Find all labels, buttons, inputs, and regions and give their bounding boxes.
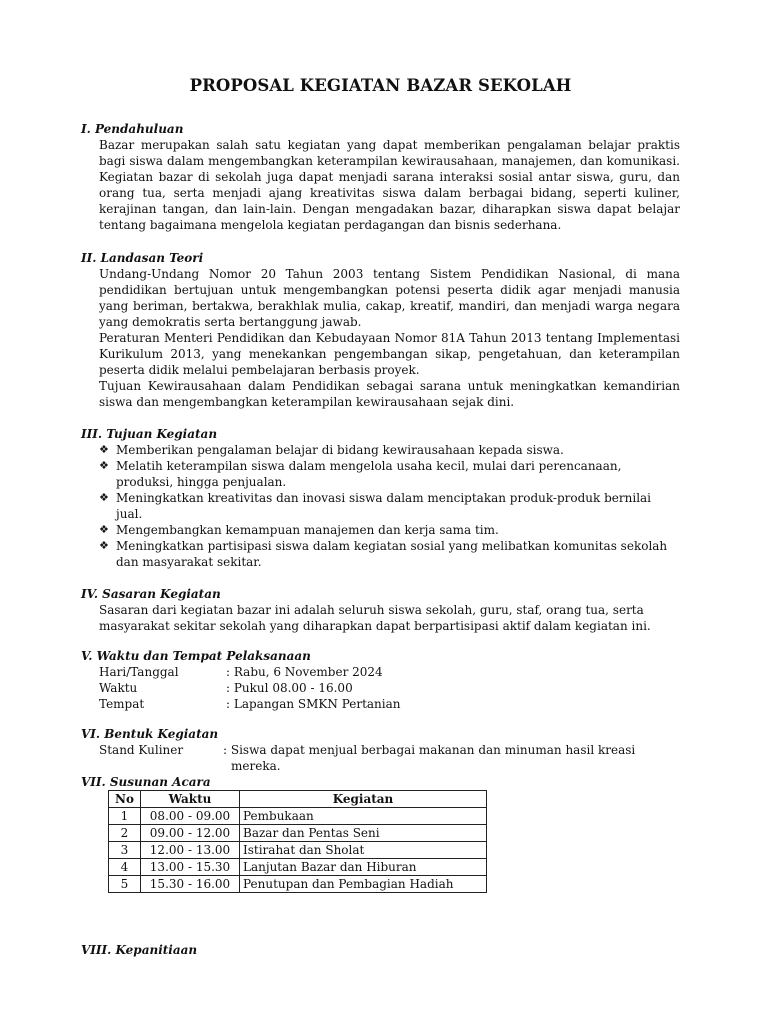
bullet-list [99, 442, 680, 570]
table-row [109, 808, 487, 825]
table-cell: 3 [109, 842, 141, 859]
table-cell: 2 [109, 825, 141, 842]
table-row [109, 825, 487, 842]
list-item-text: Mengembangkan kemampuan manajemen dan kerja sama tim. [116, 523, 499, 537]
table-row [109, 859, 487, 876]
table-cell: Bazar dan Pentas Seni [240, 825, 487, 842]
table-cell: 08.00 - 09.00 [141, 808, 240, 825]
section-bentuk-kegiatan [81, 726, 680, 774]
section-body: Sasaran dari kegiatan bazar ini adalah seluruh siswa sekolah, guru, staf, orang tua, serta masyarakat sekitar sekolah yang diharapkan dapat berpartisipasi aktif dalam kegiatan ini. [99, 603, 651, 633]
schedule-row [99, 696, 680, 712]
schedule-label: Waktu [99, 681, 138, 695]
paragraph: Undang-Undang Nomor 20 Tahun 2003 tentang Sistem Pendidikan Nasional, di mana pendidikan bertujuan untuk mengembangkan potensi peserta didik agar menjadi manusia yang beriman, bertakwa, berakhlak mulia, cakap, kreatif, mandiri, dan menjadi warga negara yang demokratis serta bertanggung jawab. [99, 267, 680, 329]
diamond-bullet-icon: ❖ [99, 523, 109, 536]
section-kepanitiaan [81, 942, 680, 958]
schedule-value: : Pukul 08.00 - 16.00 [226, 681, 353, 695]
schedule-label: Tempat [99, 697, 145, 711]
activity-form-value-line: mereka. [231, 759, 281, 773]
section-susunan-acara [81, 774, 680, 893]
list-item-text: Meningkatkan partisipasi siswa dalam kegiatan sosial yang melibatkan komunitas sekolah dan masyarakat sekitar. [116, 539, 668, 569]
list-item-text: Melatih keterampilan siswa dalam mengelola usaha kecil, mulai dari perencanaan, produksi, hingga penjualan. [116, 459, 622, 489]
section-waktu-tempat [81, 648, 680, 712]
schedule-table [108, 790, 487, 893]
paragraph: Peraturan Menteri Pendidikan dan Kebudayaan Nomor 81A Tahun 2013 tentang Implementasi Kurikulum 2013, yang menekankan pengembangan sikap, pengetahuan, dan keterampilan peserta didik melalui pembelajaran berbasis proyek. [99, 331, 680, 377]
section-sasaran-kegiatan [81, 586, 680, 634]
section-heading: V. Waktu dan Tempat Pelaksanaan [81, 649, 311, 663]
section-pendahuluan [81, 121, 680, 233]
document-title: PROPOSAL KEGIATAN BAZAR SEKOLAH [189, 76, 572, 95]
table-cell: 15.30 - 16.00 [141, 876, 240, 893]
table-header-cell: No [109, 791, 141, 808]
table-row [109, 876, 487, 893]
diamond-bullet-icon: ❖ [99, 491, 109, 504]
list-item [99, 490, 680, 522]
section-heading: III. Tujuan Kegiatan [81, 427, 218, 441]
table-header-cell: Kegiatan [240, 791, 487, 808]
section-tujuan-kegiatan [81, 426, 680, 570]
section-heading: VI. Bentuk Kegiatan [81, 727, 219, 741]
schedule-value: : Lapangan SMKN Pertanian [226, 697, 401, 711]
section-landasan-teori [81, 250, 680, 410]
section-heading: IV. Sasaran Kegiatan [81, 587, 221, 601]
table-header-cell: Waktu [141, 791, 240, 808]
table-cell: 12.00 - 13.00 [141, 842, 240, 859]
list-item-text: Memberikan pengalaman belajar di bidang kewirausahaan kepada siswa. [116, 443, 564, 457]
schedule-label: Hari/Tanggal [99, 665, 179, 679]
table-header-row [109, 791, 487, 808]
section-body [99, 266, 680, 410]
section-heading: VIII. Kepanitiaan [81, 943, 198, 957]
table-row [109, 842, 487, 859]
table-cell: 5 [109, 876, 141, 893]
table-cell: Istirahat dan Sholat [240, 842, 487, 859]
diamond-bullet-icon: ❖ [99, 539, 109, 552]
table-cell: Pembukaan [240, 808, 487, 825]
diamond-bullet-icon: ❖ [99, 459, 109, 472]
list-item [99, 442, 680, 458]
diamond-bullet-icon: ❖ [99, 443, 109, 456]
schedule-row [99, 664, 680, 680]
activity-form-value-line: : Siswa dapat menjual berbagai makanan dan minuman hasil kreasi [223, 743, 636, 757]
table-cell: 4 [109, 859, 141, 876]
section-heading: VII. Susunan Acara [81, 775, 211, 789]
section-heading: II. Landasan Teori [81, 251, 204, 265]
list-item-text: Meningkatkan kreativitas dan inovasi siswa dalam menciptakan produk-produk bernilai jual. [116, 491, 652, 521]
section-body: Bazar merupakan salah satu kegiatan yang dapat memberikan pengalaman belajar praktis bagi siswa dalam mengembangkan keterampilan kewirausahaan, manajemen, dan komunikasi. Kegiatan bazar di sekolah juga dapat menjadi sarana interaksi sosial antar siswa, guru, dan orang tua, serta menjadi ajang kreativitas siswa dalam berbagai bidang, seperti kuliner, kerajinan tangan, dan lain-lain. Dengan mengadakan bazar, diharapkan siswa dapat belajar tentang bagaimana mengelola kegiatan perdagangan dan bisnis sederhana. [99, 138, 680, 232]
activity-form-row [99, 742, 680, 774]
activity-form-value [223, 742, 680, 774]
list-item [99, 458, 680, 490]
table-cell: 13.00 - 15.30 [141, 859, 240, 876]
table-cell: Penutupan dan Pembagian Hadiah [240, 876, 487, 893]
activity-form-label: Stand Kuliner [99, 743, 184, 757]
table-cell: 09.00 - 12.00 [141, 825, 240, 842]
schedule-value: : Rabu, 6 November 2024 [226, 665, 383, 679]
list-item [99, 522, 680, 538]
section-heading: I. Pendahuluan [81, 122, 184, 136]
paragraph: Tujuan Kewirausahaan dalam Pendidikan sebagai sarana untuk meningkatkan kemandirian siswa dan mengembangkan keterampilan kewirausahaan sejak dini. [99, 379, 680, 409]
list-item [99, 538, 680, 570]
table-cell: 1 [109, 808, 141, 825]
table-cell: Lanjutan Bazar dan Hiburan [240, 859, 487, 876]
schedule-row [99, 680, 680, 696]
